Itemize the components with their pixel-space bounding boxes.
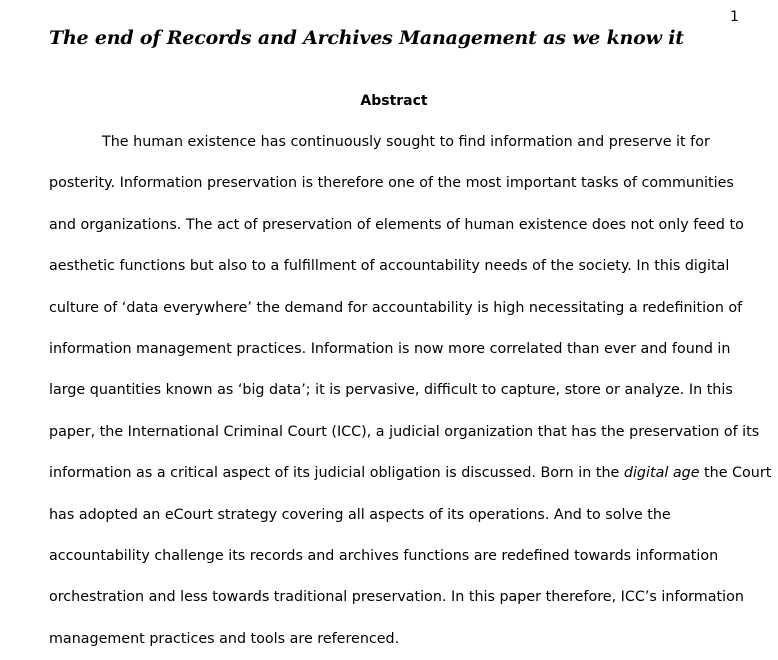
abstract-line: aesthetic functions but also to a fulfillment of accountability needs of the society. In this digital — [49, 258, 730, 275]
abstract-line: posterity. Information preservation is therefore one of the most important tasks of communities — [49, 175, 734, 192]
abstract-line: The human existence has continuously sought to find information and preserve it for — [102, 134, 710, 150]
abstract-line: orchestration and less towards traditional preservation. In this paper therefore, ICC’s information — [49, 589, 744, 606]
abstract-line — [49, 453, 772, 494]
line-text: information as a critical aspect of its judicial obligation is discussed. Born in the — [49, 465, 624, 482]
abstract-line: large quantities known as ‘big data’; it is pervasive, difficult to capture, store or analyze. In this — [49, 382, 733, 399]
abstract-line: and organizations. The act of preservation of elements of human existence does not only feed to — [49, 216, 744, 233]
abstract-line: information management practices. Information is now more correlated than ever and found in — [49, 340, 731, 357]
line-text: the Court — [699, 465, 772, 482]
document-title: The end of Records and Archives Management as we know it — [49, 27, 684, 49]
abstract-line: culture of ‘data everywhere’ the demand for accountability is high necessitating a redefinition of — [49, 299, 743, 316]
abstract-line: has adopted an eCourt strategy covering all aspects of its operations. And to solve the — [49, 506, 671, 523]
abstract-line: accountability challenge its records and archives functions are redefined towards information — [49, 547, 719, 564]
page-number: 1 — [730, 9, 739, 25]
abstract-body — [49, 122, 772, 660]
abstract-line: management practices and tools are referenced. — [49, 630, 400, 647]
abstract-line: paper, the International Criminal Court (ICC), a judicial organization that has the preservation of its — [49, 423, 760, 440]
abstract-heading: Abstract — [360, 93, 428, 109]
emphasized-text: digital age — [623, 465, 700, 482]
